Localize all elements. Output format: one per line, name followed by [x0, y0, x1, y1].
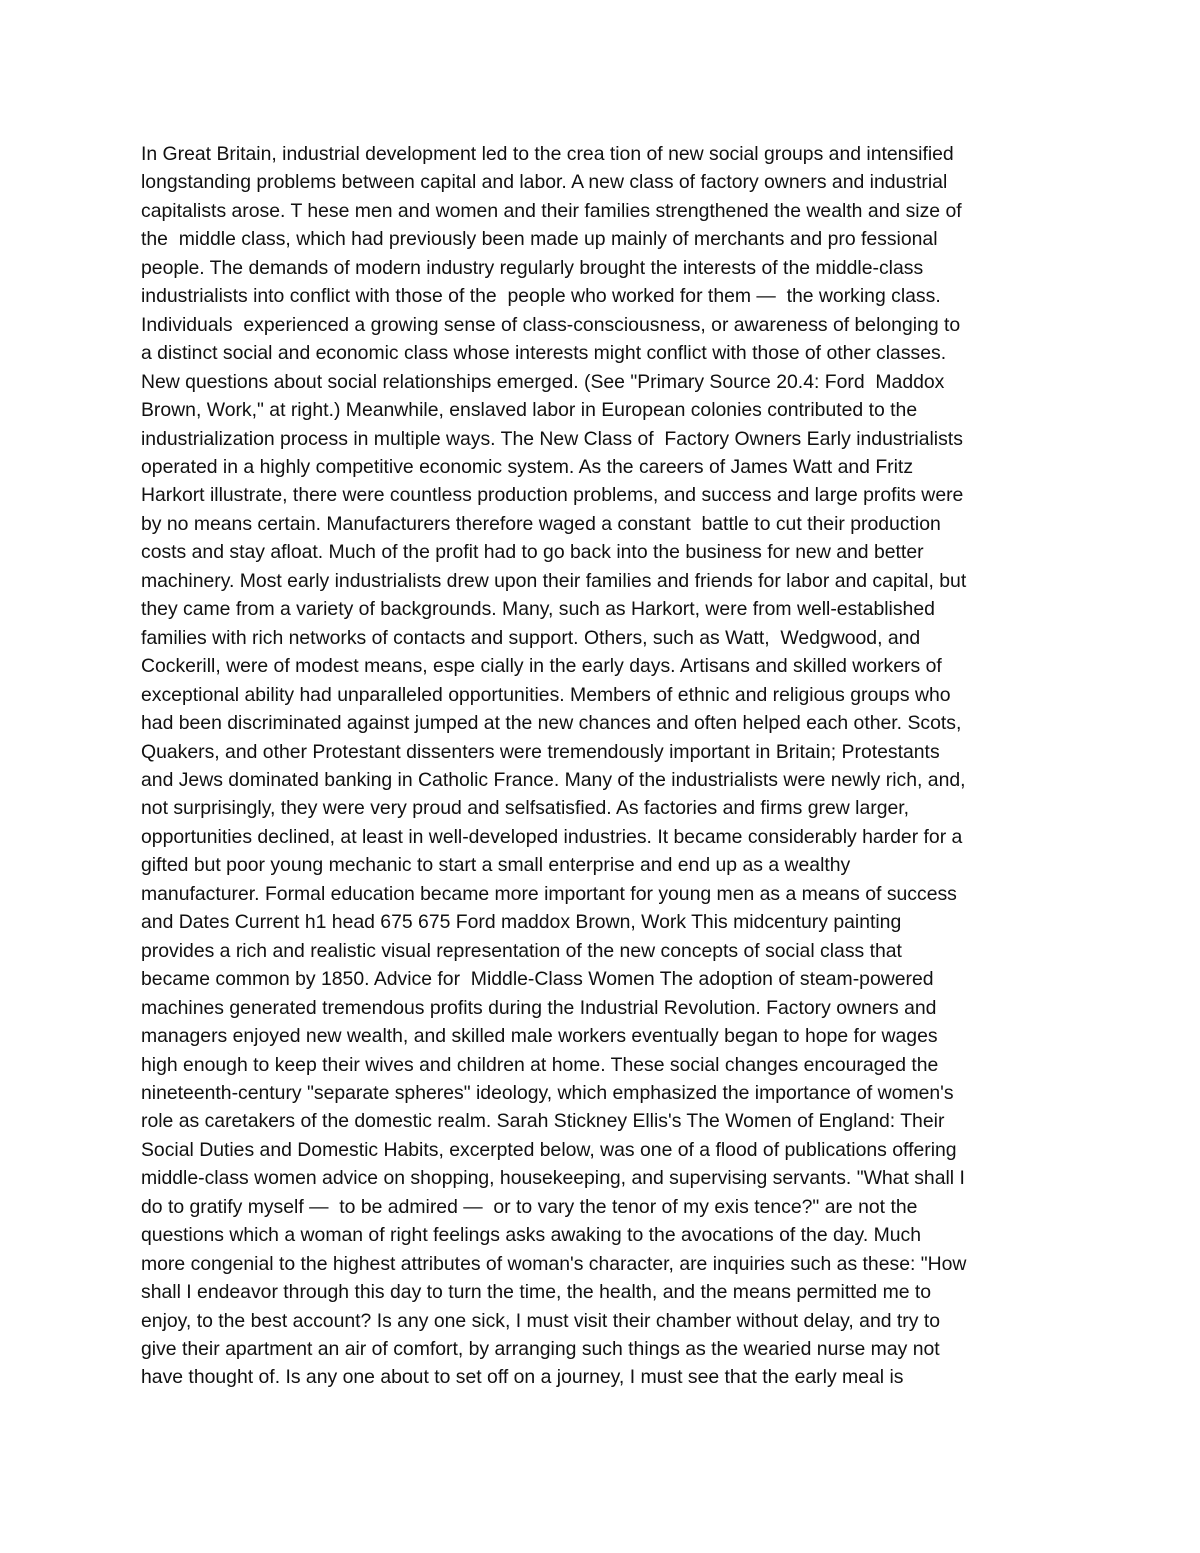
text-line: Cockerill, were of modest means, espe cially in the early days. Artisans and skilled workers of	[141, 655, 942, 678]
text-line: provides a rich and realistic visual representation of the new concepts of social class that	[141, 939, 902, 962]
text-line: they came from a variety of backgrounds. Many, such as Harkort, were from well-established	[141, 598, 935, 621]
text-line: industrialization process in multiple ways. The New Class of Factory Owners Early industrialists	[141, 427, 963, 450]
text-line: managers enjoyed new wealth, and skilled male workers eventually began to hope for wages	[141, 1025, 938, 1048]
text-line: a distinct social and economic class whose interests might conflict with those of other classes.	[141, 342, 947, 365]
body-text	[141, 140, 1081, 1392]
text-line: shall I endeavor through this day to turn the time, the health, and the means permitted me to	[141, 1281, 932, 1304]
text-line: give their apartment an air of comfort, by arranging such things as the wearied nurse may not	[141, 1338, 940, 1361]
text-line: New questions about social relationships emerged. (See "Primary Source 20.4: Ford Maddox	[141, 370, 945, 393]
text-line: machinery. Most early industrialists drew upon their families and friends for labor and capital, but	[141, 569, 967, 592]
text-line: nineteenth-century "separate spheres" ideology, which emphasized the importance of women's	[141, 1081, 954, 1104]
text-line: operated in a highly competitive economic system. As the careers of James Watt and Fritz	[141, 455, 914, 478]
text-line: and Dates Current h1 head 675 675 Ford maddox Brown, Work This midcentury painting	[141, 911, 902, 934]
text-line: became common by 1850. Advice for Middle-Class Women The adoption of steam-powered	[141, 968, 934, 991]
text-line: and Jews dominated banking in Catholic France. Many of the industrialists were newly rich, and,	[141, 768, 966, 791]
text-line: do to gratify myself — to be admired — or to vary the tenor of my exis tence?" are not the	[141, 1195, 918, 1218]
text-line: the middle class, which had previously been made up mainly of merchants and pro fessional	[141, 228, 938, 251]
text-line: industrialists into conflict with those of the people who worked for them — the working class.	[141, 285, 941, 308]
text-line: Quakers, and other Protestant dissenters were tremendously important in Britain; Protestants	[141, 740, 940, 763]
text-line: questions which a woman of right feelings asks awaking to the avocations of the day. Much	[141, 1224, 922, 1247]
text-line: high enough to keep their wives and children at home. These social changes encouraged the	[141, 1053, 939, 1076]
text-line: not surprisingly, they were very proud and selfsatisfied. As factories and firms grew larger,	[141, 797, 910, 820]
text-line: In Great Britain, industrial development led to the crea tion of new social groups and intensified	[141, 143, 954, 165]
text-line: more congenial to the highest attributes of woman's character, are inquiries such as these: "How	[141, 1252, 967, 1275]
text-line: capitalists arose. T hese men and women and their families strengthened the wealth and size of	[141, 199, 962, 222]
text-line: have thought of. Is any one about to set off on a journey, I must see that the early meal is	[141, 1366, 904, 1389]
text-line: Brown, Work," at right.) Meanwhile, enslaved labor in European colonies contributed to the	[141, 399, 918, 422]
text-line: gifted but poor young mechanic to start a small enterprise and end up as a wealthy	[141, 854, 851, 877]
text-line: role as caretakers of the domestic realm. Sarah Stickney Ellis's The Women of England: Their	[141, 1110, 945, 1133]
text-line: families with rich networks of contacts and support. Others, such as Watt, Wedgwood, and	[141, 626, 921, 649]
text-line: exceptional ability had unparalleled opportunities. Members of ethnic and religious groups who	[141, 683, 951, 706]
text-line: people. The demands of modern industry regularly brought the interests of the middle-class	[141, 256, 924, 279]
text-line: manufacturer. Formal education became more important for young men as a means of success	[141, 882, 957, 905]
text-line: costs and stay afloat. Much of the profit had to go back into the business for new and better	[141, 541, 924, 564]
text-line: Harkort illustrate, there were countless production problems, and success and large profits were	[141, 484, 964, 507]
text-line: middle-class women advice on shopping, housekeeping, and supervising servants. "What shall I	[141, 1167, 965, 1190]
text-line: Social Duties and Domestic Habits, excerpted below, was one of a flood of publications offering	[141, 1138, 957, 1161]
text-line: opportunities declined, at least in well-developed industries. It became considerably harder for a	[141, 825, 963, 848]
text-line: enjoy, to the best account? Is any one sick, I must visit their chamber without delay, and try to	[141, 1309, 941, 1332]
text-line: by no means certain. Manufacturers therefore waged a constant battle to cut their production	[141, 512, 941, 535]
text-line: longstanding problems between capital and labor. A new class of factory owners and industrial	[141, 171, 948, 194]
text-line: had been discriminated against jumped at the new chances and often helped each other. Scots,	[141, 712, 962, 735]
text-line: Individuals experienced a growing sense of class-consciousness, or awareness of belonging to	[141, 313, 961, 336]
text-line: machines generated tremendous profits during the Industrial Revolution. Factory owners and	[141, 996, 937, 1019]
